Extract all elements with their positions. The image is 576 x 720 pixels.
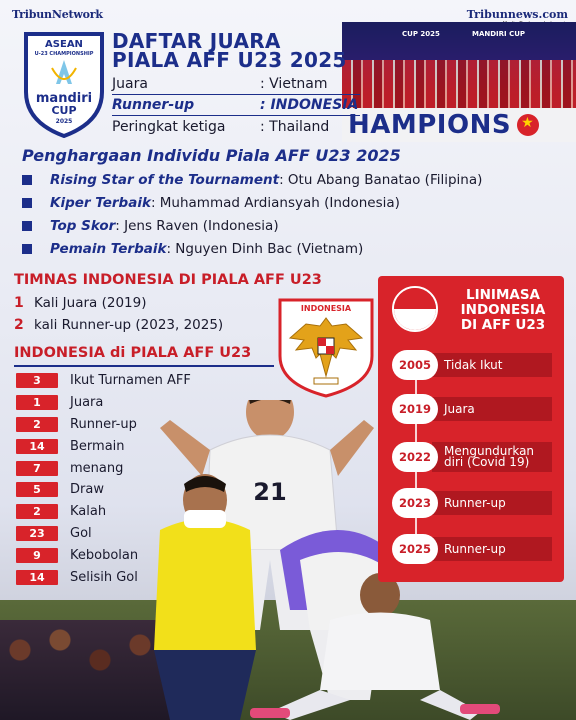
award-label: Pemain Terbaik: [50, 240, 167, 257]
list-item: [22, 191, 562, 214]
cup-logo-mandiri: mandiri: [35, 91, 93, 106]
cup-logo-year: 2025: [55, 118, 73, 125]
timeline-item: [392, 442, 560, 472]
award-value: : Muhammad Ardiansyah (Indonesia): [150, 194, 400, 211]
timeline-year: 2019: [392, 394, 438, 424]
timeline-text: Runner-up: [432, 491, 552, 515]
stat-number-badge: 3: [16, 373, 58, 388]
award-label: Top Skor: [50, 217, 116, 234]
vietnam-champions-photo: [342, 22, 576, 142]
timeline-text: Juara: [432, 397, 552, 421]
timnas-count: 2: [14, 317, 24, 333]
award-value: : Nguyen Dinh Bac (Vietnam): [166, 240, 364, 257]
page-title: [112, 29, 347, 72]
square-bullet-icon: [22, 175, 32, 185]
standings-label: Juara: [112, 76, 148, 92]
cup-logo-asean: ASEAN: [45, 39, 83, 50]
title-line-2: PIALA AFF U23 2025: [112, 48, 347, 72]
timnas-title: TIMNAS INDONESIA DI PIALA AFF U23: [14, 272, 322, 288]
title-line-1: DAFTAR JUARA: [112, 29, 281, 53]
standings-value: : Vietnam: [260, 76, 328, 92]
photo-caption-left: CUP 2025: [402, 30, 440, 38]
stat-label: Draw: [70, 482, 104, 498]
timeline-year: 2022: [392, 442, 438, 472]
timeline-title-line-2: INDONESIA: [460, 302, 546, 318]
timeline-year: 2023: [392, 488, 438, 518]
standings-label: Peringkat ketiga: [112, 118, 226, 135]
asean-u23-cup-logo: [22, 30, 106, 138]
stat-number-badge: 7: [16, 461, 58, 476]
stat-number-badge: 2: [16, 417, 58, 432]
tribunnews-logo-text: Tribunnews.com: [466, 8, 568, 21]
stat-number-badge: 14: [16, 570, 58, 585]
standings-value: : Thailand: [260, 118, 330, 135]
timnas-text: kali Runner-up (2023, 2025): [34, 317, 224, 333]
garuda-emblem-icon: [276, 296, 376, 398]
champions-banner-text: HAMPIONS: [348, 110, 512, 140]
stat-label: Kalah: [70, 504, 107, 520]
timeline-item: [392, 350, 560, 380]
list-item: [22, 237, 562, 260]
flag-red-half: [394, 288, 436, 309]
standings-table: [112, 74, 360, 137]
stat-label: Kebobolan: [70, 547, 139, 563]
awards-title: Penghargaan Individu Piala AFF U23 2025: [22, 146, 401, 165]
vietnam-star-icon: [517, 114, 539, 136]
champions-banner: [342, 108, 576, 142]
timeline-title: [448, 288, 558, 333]
stat-number-badge: 14: [16, 439, 58, 454]
indonesia-flag-icon: [392, 286, 438, 332]
flag-white-half: [394, 309, 436, 330]
list-item: [16, 370, 191, 392]
cup-logo-cup: CUP: [51, 104, 77, 117]
timeline-item: [392, 534, 560, 564]
timeline-text: Mengundurkan diri (Covid 19): [432, 442, 552, 472]
timnas-text: Kali Juara (2019): [34, 295, 147, 311]
timeline-year: 2025: [392, 534, 438, 564]
stat-label: menang: [70, 460, 124, 476]
list-item: [22, 168, 562, 191]
standings-row-third: [112, 116, 360, 137]
timeline-title-line-3: DI AFF U23: [460, 317, 546, 333]
timeline-title-line-1: LINIMASA: [466, 287, 540, 303]
timnas-count: 1: [14, 295, 24, 311]
stats-divider: [14, 365, 274, 367]
cup-logo-championship: U-23 CHAMPIONSHIP: [34, 51, 94, 57]
timeline-panel: [378, 276, 564, 582]
award-value: : Jens Raven (Indonesia): [115, 217, 279, 234]
list-item: [14, 314, 223, 336]
list-item: [22, 214, 562, 237]
timeline-text: Tidak Ikut: [432, 353, 552, 377]
square-bullet-icon: [22, 221, 32, 231]
timnas-list: [14, 292, 223, 336]
tribunnetwork-logo: TribunNetwork: [12, 8, 103, 21]
photo-caption-right: MANDIRI CUP: [472, 30, 526, 38]
stat-label: Runner-up: [70, 416, 137, 432]
jersey-number: 21: [253, 478, 287, 506]
standings-value: : INDONESIA: [260, 97, 359, 113]
timeline-item: [392, 394, 560, 424]
stat-label: Gol: [70, 525, 92, 541]
timeline-year: 2005: [392, 350, 438, 380]
standings-row-runner-up: [112, 95, 360, 116]
award-label: Rising Star of the Tournament: [50, 171, 280, 188]
garuda-label: INDONESIA: [300, 304, 352, 313]
stats-title: INDONESIA di PIALA AFF U23: [14, 345, 252, 361]
stat-number-badge: 9: [16, 548, 58, 563]
stat-number-badge: 23: [16, 526, 58, 541]
square-bullet-icon: [22, 198, 32, 208]
standings-label: Runner-up: [112, 97, 195, 113]
awards-list: [22, 168, 562, 260]
stat-number-badge: 5: [16, 482, 58, 497]
stat-number-badge: 1: [16, 395, 58, 410]
award-value: : Otu Abang Banatao (Filipina): [279, 171, 483, 188]
standings-row-champion: [112, 74, 360, 95]
stat-label: Ikut Turnamen AFF: [70, 373, 191, 389]
stat-label: Bermain: [70, 438, 125, 454]
timeline-item: [392, 488, 560, 518]
stat-number-badge: 2: [16, 504, 58, 519]
award-label: Kiper Terbaik: [50, 194, 151, 211]
list-item: [14, 292, 223, 314]
timeline-text: Runner-up: [432, 537, 552, 561]
stat-label: Juara: [70, 395, 104, 411]
square-bullet-icon: [22, 244, 32, 254]
stat-label: Selisih Gol: [70, 569, 138, 585]
